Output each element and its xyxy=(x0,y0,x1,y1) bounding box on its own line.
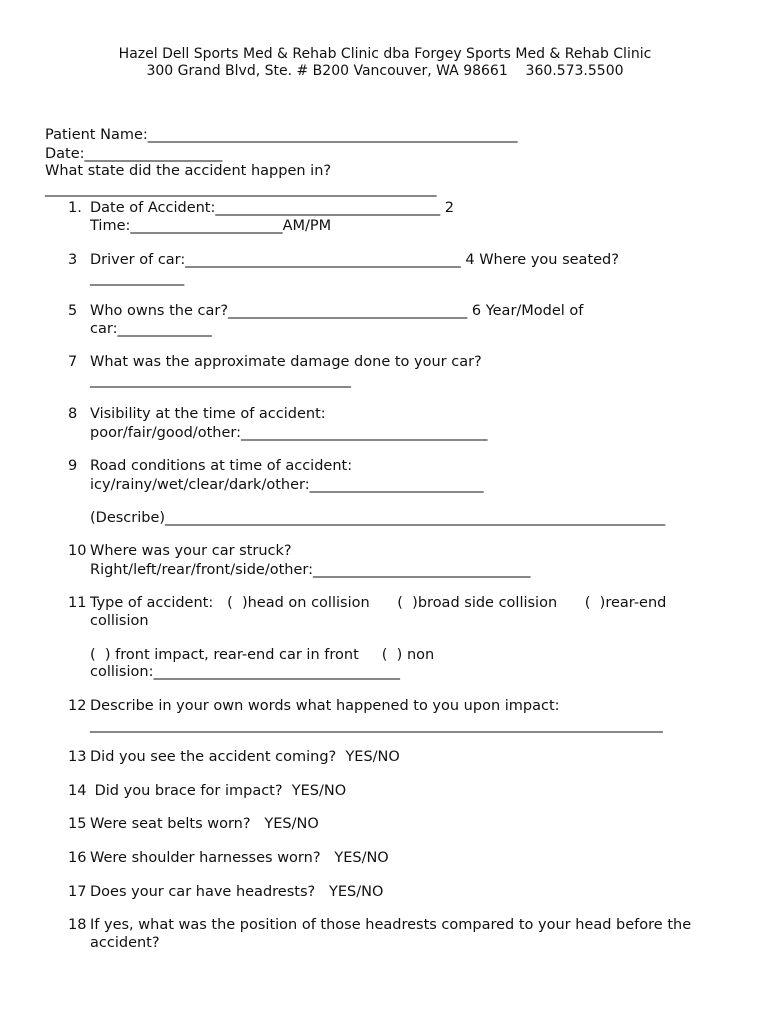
visibility-question: Visibility at the time of accident: xyxy=(90,406,326,422)
clinic-address: 300 Grand Blvd, Ste. # B200 Vancouver, WA 98661 360.573.5500 xyxy=(146,63,624,79)
state-blank[interactable]: ______________________________________________________ xyxy=(45,181,437,197)
car-model-field[interactable]: car:_____________ xyxy=(90,321,212,337)
yes-no-question[interactable]: Were seat belts worn? YES/NO xyxy=(90,816,319,832)
item-number: 14 xyxy=(68,783,87,799)
visibility-field[interactable]: poor/fair/good/other:__________________________________ xyxy=(90,425,488,441)
item-number: 18 xyxy=(68,917,87,933)
struck-field[interactable]: Right/left/rear/front/side/other:______________________________ xyxy=(90,562,531,578)
damage-question: What was the approximate damage done to your car? xyxy=(90,354,482,370)
item-number: 10 xyxy=(68,543,87,559)
road-conditions-question: Road conditions at time of accident: xyxy=(90,458,353,474)
yes-no-question[interactable]: Did you see the accident coming? YES/NO xyxy=(90,749,400,765)
headrest-question-continued: accident? xyxy=(90,935,160,951)
damage-field[interactable]: ____________________________________ xyxy=(90,372,351,388)
road-conditions-field[interactable]: icy/rainy/wet/clear/dark/other:________________________ xyxy=(90,477,484,493)
accident-type-continued: collision xyxy=(90,613,149,629)
driver-field[interactable]: Driver of car:______________________________________ 4 Where you seated? xyxy=(90,252,619,268)
date-field[interactable]: Date:___________________ xyxy=(45,146,223,162)
struck-question: Where was your car struck? xyxy=(90,543,292,559)
accident-type-options[interactable]: Type of accident: ( )head on collision ( )broad side collision ( )rear-end xyxy=(90,595,667,611)
item-number: 15 xyxy=(68,816,87,832)
describe-impact-question: Describe in your own words what happened to you upon impact: xyxy=(90,698,560,714)
yes-no-question[interactable]: Did you brace for impact? YES/NO xyxy=(90,783,347,799)
item-number: 11 xyxy=(68,595,87,611)
headrest-question: If yes, what was the position of those headrests compared to your head before the xyxy=(90,917,692,933)
non-collision-field[interactable]: collision:__________________________________ xyxy=(90,664,400,680)
item-number: 16 xyxy=(68,850,87,866)
item-number: 12 xyxy=(68,698,87,714)
yes-no-question[interactable]: Were shoulder harnesses worn? YES/NO xyxy=(90,850,389,866)
state-question: What state did the accident happen in? xyxy=(45,163,332,179)
time-field[interactable]: Time:_____________________AM/PM xyxy=(90,218,332,234)
patient-name-field[interactable]: Patient Name:___________________________________________________ xyxy=(45,127,518,143)
item-number: 17 xyxy=(68,884,87,900)
describe-field[interactable]: (Describe)_____________________________________________________________________ xyxy=(90,510,666,526)
describe-impact-field[interactable]: _______________________________________________________________________________ xyxy=(90,717,663,733)
item-number: 3 xyxy=(68,252,78,268)
item-number: 7 xyxy=(68,354,78,370)
item-number: 5 xyxy=(68,303,78,319)
seat-field[interactable]: _____________ xyxy=(90,270,185,286)
owner-field[interactable]: Who owns the car?_________________________________ 6 Year/Model of xyxy=(90,303,584,319)
item-number: 8 xyxy=(68,406,78,422)
date-of-accident-field[interactable]: Date of Accident:_______________________________ 2 xyxy=(90,200,454,216)
item-number: 9 xyxy=(68,458,78,474)
item-number: 1. xyxy=(68,200,82,216)
accident-type-options-2[interactable]: ( ) front impact, rear-end car in front ( ) non xyxy=(90,647,435,663)
clinic-name: Hazel Dell Sports Med & Rehab Clinic dba Forgey Sports Med & Rehab Clinic xyxy=(118,46,652,62)
yes-no-question[interactable]: Does your car have headrests? YES/NO xyxy=(90,884,384,900)
item-number: 13 xyxy=(68,749,87,765)
